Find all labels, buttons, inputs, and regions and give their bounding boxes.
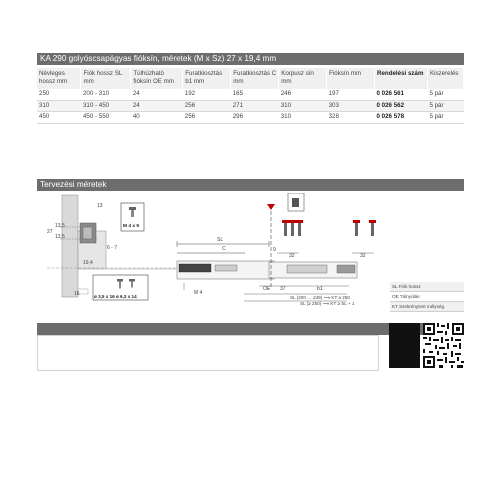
dim-13-5-upper: 13,5 <box>55 223 65 229</box>
table-row <box>37 100 464 112</box>
dim-13: 13 <box>97 203 103 209</box>
col-packaging: Kiszerelés <box>427 68 463 89</box>
legend-sl: SL Fiók hossz <box>390 282 464 292</box>
col-hole-c: Furatkiosztás C mm <box>231 68 279 89</box>
col-hole-b1: Furatkiosztás b1 mm <box>183 68 231 89</box>
col-nominal-length: Névleges hossz mm <box>37 68 81 89</box>
cell-drawer: 328 <box>327 112 375 124</box>
cell-sl: 450 - 550 <box>81 112 131 124</box>
legend-oe: OE Túlnyúlás <box>390 292 464 302</box>
cell-packaging: 5 pár <box>427 100 463 112</box>
col-order-number: Rendelési szám <box>375 68 428 89</box>
product-image-placeholder <box>389 323 420 368</box>
cell-order-number[interactable]: 0 026 561 <box>375 89 428 100</box>
plan-view <box>177 241 357 290</box>
table-row <box>37 89 464 100</box>
dim-sl: SL <box>217 237 224 243</box>
col-drawer-length: Fiók hossz SL mm <box>81 68 131 89</box>
cell-carcase: 310 <box>279 112 327 124</box>
spec-table-header-row <box>37 68 464 89</box>
dim-16: 16 <box>74 291 80 297</box>
screw-m4-detail <box>121 203 144 231</box>
cell-nominal: 450 <box>37 112 81 124</box>
cell-drawer: 303 <box>327 100 375 112</box>
cell-c: 165 <box>231 89 279 100</box>
cell-oe: 24 <box>131 100 183 112</box>
dim-19-4: 19,4 <box>83 260 93 266</box>
cell-b1: 192 <box>183 89 231 100</box>
table-row <box>37 112 464 124</box>
cell-sl: 200 - 310 <box>81 89 131 100</box>
cell-b1: 256 <box>183 100 231 112</box>
dim-27: 27 <box>47 229 53 235</box>
cell-oe: 40 <box>131 112 183 124</box>
dim-c: C <box>222 246 226 252</box>
carcase-fixing-markers <box>244 193 376 301</box>
legend-kt: KT Szekrénytest mélység <box>390 302 464 312</box>
notes-box <box>37 335 379 371</box>
dim-6-7: 6 - 7 <box>107 245 118 251</box>
qr-code[interactable] <box>423 323 464 368</box>
screw-label-m4: M 4 x 9 <box>123 224 139 229</box>
screw-label-wood: ø 3,5 x 16 ø 6,3 x 14 <box>94 294 137 299</box>
cell-c: 296 <box>231 112 279 124</box>
cell-packaging: 5 pár <box>427 89 463 100</box>
dim-b1: b1 <box>317 286 323 292</box>
spec-section-title: KA 290 golyóscsapágyas fióksín, méretek (M x Sz) 27 x 19,4 mm <box>37 53 464 65</box>
cell-nominal: 250 <box>37 89 81 100</box>
design-section-title: Tervezési méretek <box>37 179 464 191</box>
cell-c: 271 <box>231 100 279 112</box>
cell-sl: 310 - 450 <box>81 100 131 112</box>
cell-packaging: 5 pár <box>427 112 463 124</box>
design-legend <box>390 282 464 312</box>
carcase-side-panel <box>62 195 78 297</box>
dim-13-5-lower: 13,5 <box>55 234 65 240</box>
spec-table <box>37 68 464 124</box>
dim-kt-rule-2: SL (≥ 250) ⟶ KT ≥ SL + 1 <box>300 301 355 306</box>
cell-order-number[interactable]: 0 026 562 <box>375 100 428 112</box>
dim-m4: M 4 <box>194 290 203 296</box>
col-carcase-rail: Korpusz sín mm <box>279 68 327 89</box>
dim-oe: OE <box>263 286 271 292</box>
dim-9: 9 <box>273 247 276 253</box>
cell-b1: 256 <box>183 112 231 124</box>
dim-kt-rule-1: SL (200 … 249) ⟶ KT ≥ 250 <box>290 295 350 300</box>
col-overextension: Túlhúzható fióksín OE mm <box>131 68 183 89</box>
cell-drawer: 197 <box>327 89 375 100</box>
cell-carcase: 310 <box>279 100 327 112</box>
dim-37: 37 <box>280 286 286 292</box>
cell-nominal: 310 <box>37 100 81 112</box>
col-drawer-rail: Fióksín mm <box>327 68 375 89</box>
dim-32-left: 32 <box>289 253 295 259</box>
cell-carcase: 246 <box>279 89 327 100</box>
cell-oe: 24 <box>131 89 183 100</box>
screw-wood-detail <box>93 275 148 300</box>
cell-order-number[interactable]: 0 026 578 <box>375 112 428 124</box>
dim-32-right: 32 <box>360 253 366 259</box>
